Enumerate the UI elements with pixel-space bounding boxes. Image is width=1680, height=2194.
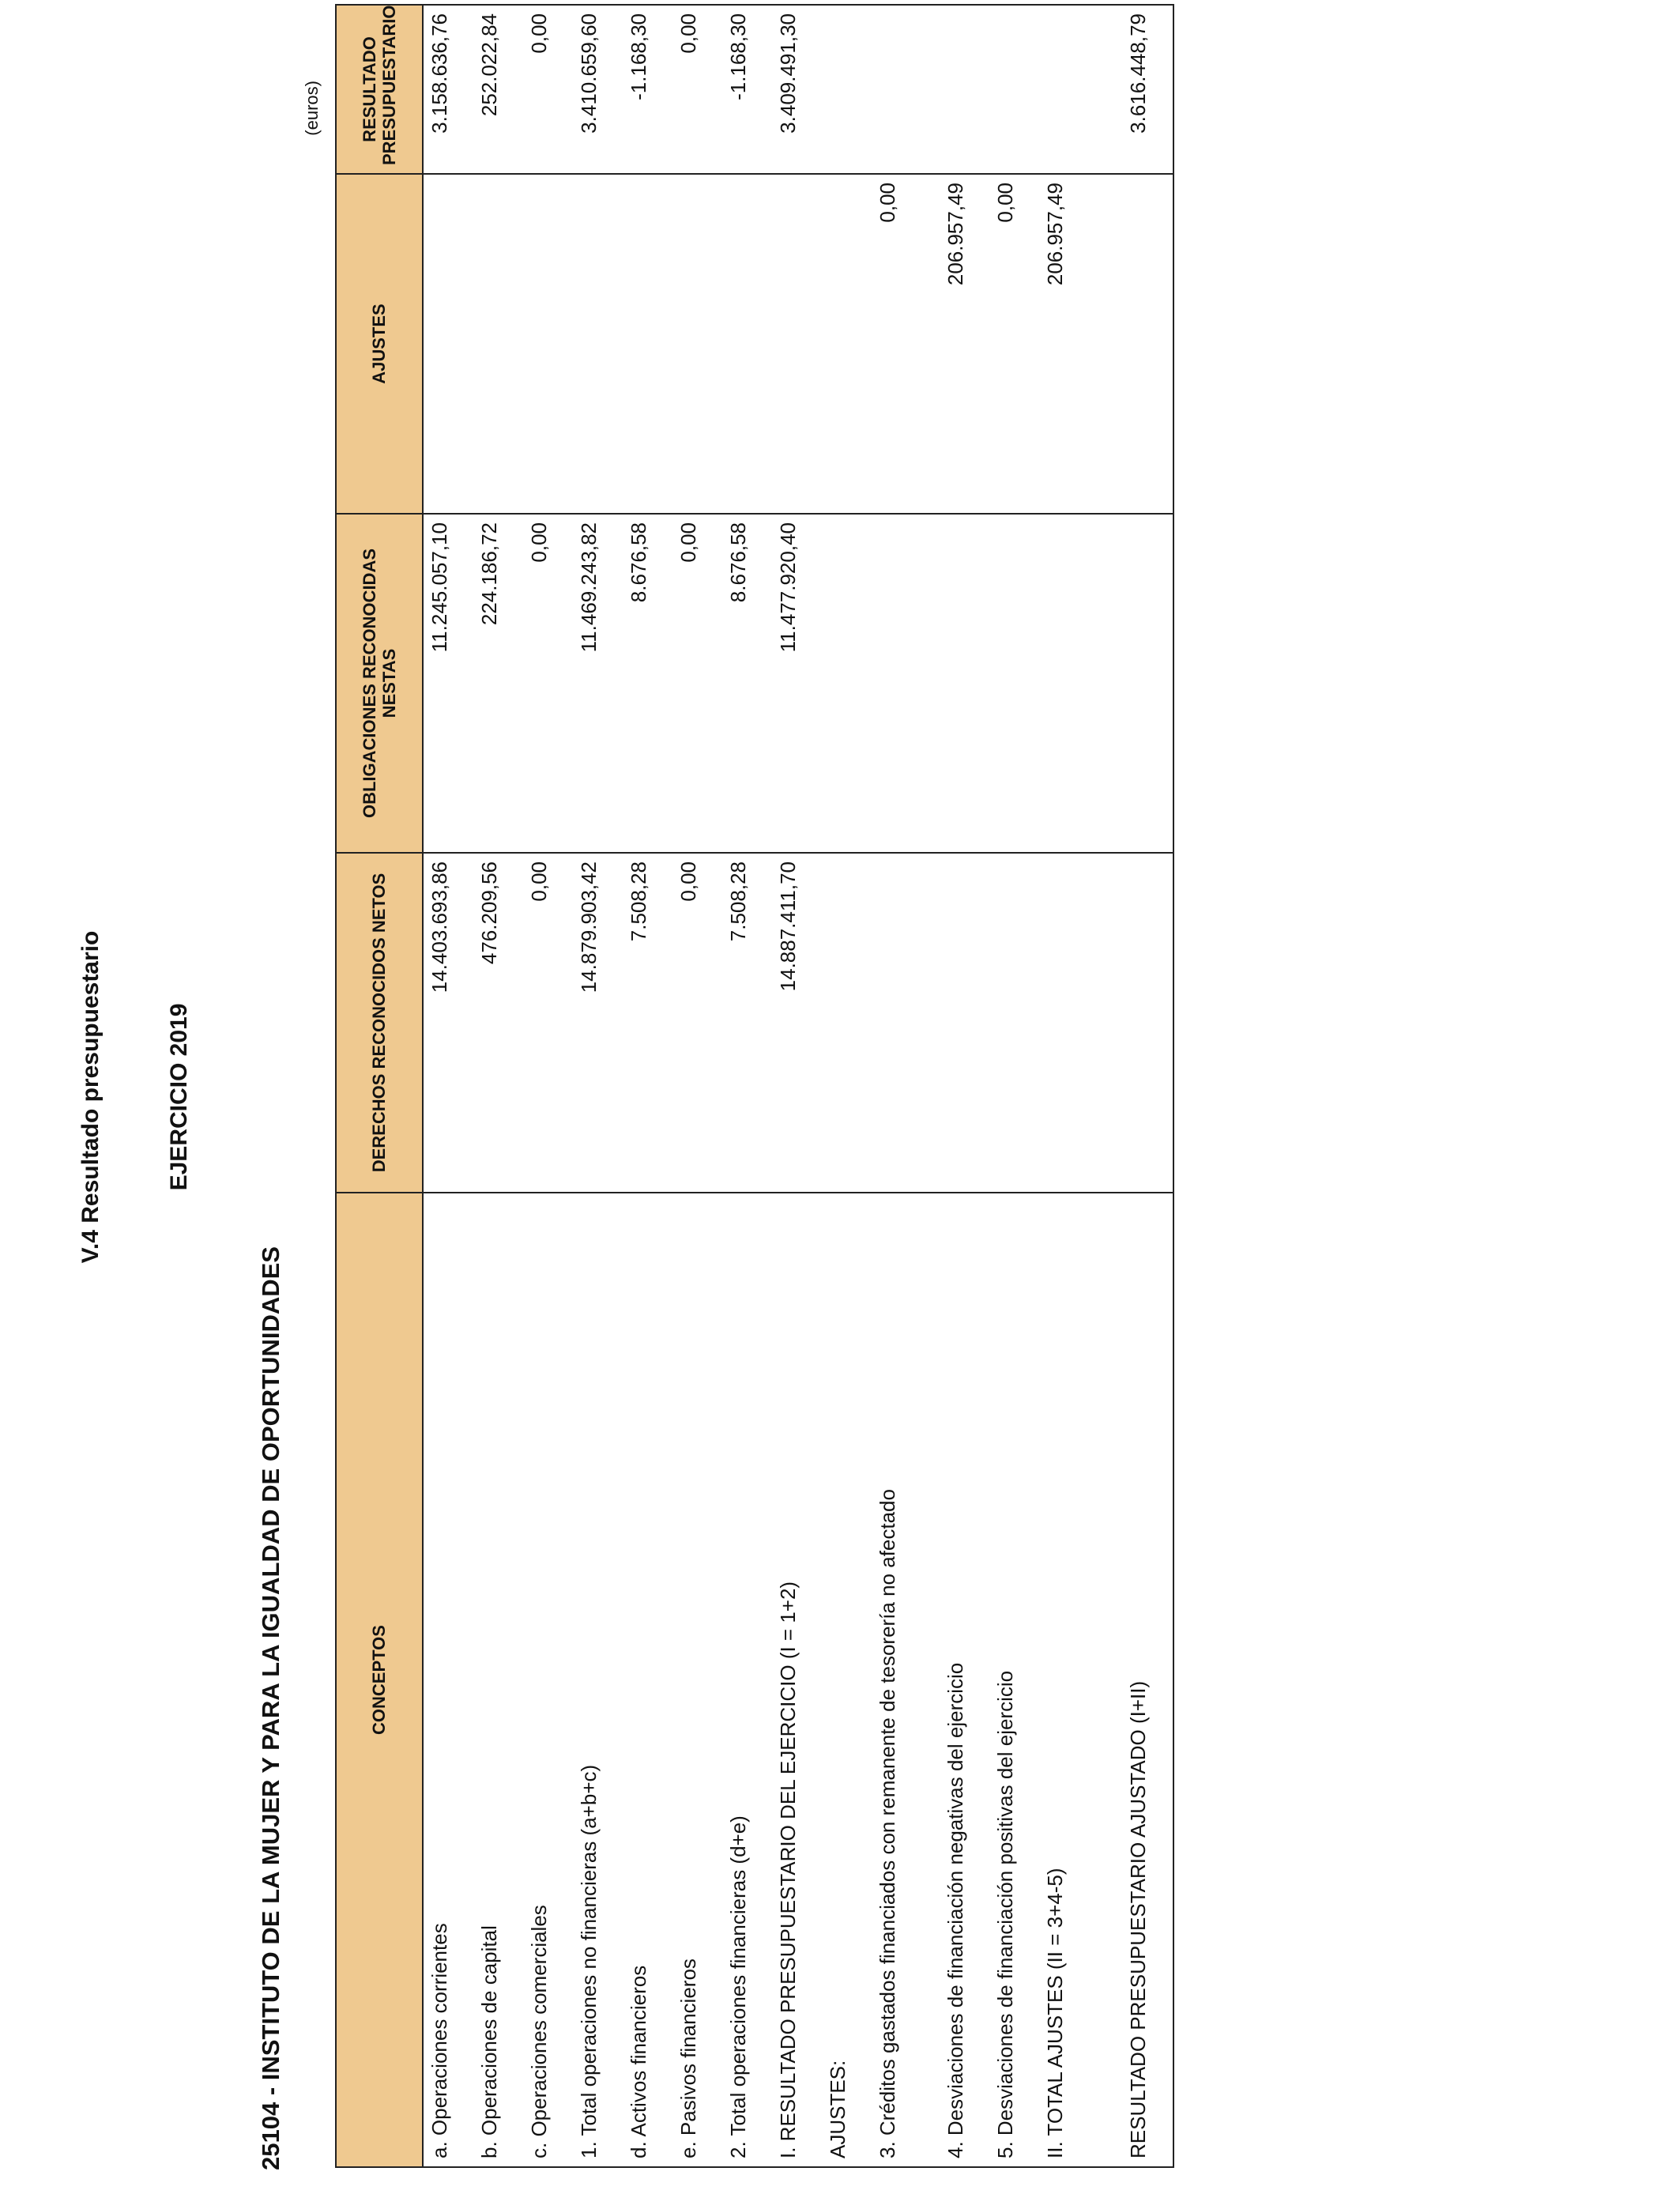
cell-obligaciones [822, 514, 872, 853]
cell-concept: RESULTADO PRESUPUESTARIO AJUSTADO (I+II) [1122, 1193, 1173, 2167]
cell-concept: c. Operaciones comerciales [523, 1193, 573, 2167]
cell-concept: a. Operaciones corrientes [423, 1193, 473, 2167]
cell-obligaciones [1122, 514, 1173, 853]
cell-derechos [989, 853, 1039, 1193]
table-row [722, 5, 772, 2167]
cell-derechos [1122, 853, 1173, 1193]
cell-concept: b. Operaciones de capital [473, 1193, 523, 2167]
cell-ajustes: 0,00 [989, 174, 1039, 514]
cell-concept: 1. Total operaciones no financieras (a+b+c) [573, 1193, 623, 2167]
entity-title: 25104 - INSTITUTO DE LA MUJER Y PARA LA IGUALDAD DE OPORTUNIDADES [257, 1246, 284, 2170]
table-row [623, 5, 672, 2167]
cell-ajustes [672, 174, 722, 514]
cell-resultado: 3.158.636,76 [423, 5, 473, 174]
col-header-resultado: RESULTADO PRESUPUESTARIO [336, 5, 423, 174]
cell-concept: II. TOTAL AJUSTES (II = 3+4-5) [1039, 1193, 1089, 2167]
cell-concept: AJUSTES: [822, 1193, 872, 2167]
cell-resultado [940, 5, 989, 174]
cell-resultado: 3.410.659,60 [573, 5, 623, 174]
exercise-title: EJERCICIO 2019 [166, 1003, 192, 1191]
cell-derechos: 14.887.411,70 [772, 853, 822, 1193]
cell-resultado: 0,00 [672, 5, 722, 174]
cell-resultado [989, 5, 1039, 174]
table-row [473, 5, 523, 2167]
cell-ajustes [1089, 174, 1122, 514]
cell-derechos [940, 853, 989, 1193]
table-header-row [336, 5, 423, 2167]
cell-ajustes [822, 174, 872, 514]
table-row [423, 5, 473, 2167]
cell-resultado: 0,00 [523, 5, 573, 174]
cell-derechos [872, 853, 940, 1193]
cell-resultado [822, 5, 872, 174]
cell-resultado: -1.168,30 [722, 5, 772, 174]
cell-obligaciones [989, 514, 1039, 853]
cell-derechos: 14.403.693,86 [423, 853, 473, 1193]
cell-derechos: 476.209,56 [473, 853, 523, 1193]
cell-ajustes [623, 174, 672, 514]
table-row [772, 5, 822, 2167]
cell-ajustes [523, 174, 573, 514]
cell-derechos: 7.508,28 [623, 853, 672, 1193]
cell-obligaciones [872, 514, 940, 853]
cell-obligaciones: 11.469.243,82 [573, 514, 623, 853]
cell-obligaciones: 8.676,58 [722, 514, 772, 853]
table-row [872, 5, 940, 2167]
cell-obligaciones: 11.245.057,10 [423, 514, 473, 853]
cell-derechos: 0,00 [523, 853, 573, 1193]
cell-resultado [872, 5, 940, 174]
col-header-obligaciones: OBLIGACIONES RECONOCIDAS NESTAS [336, 514, 423, 853]
cell-obligaciones: 11.477.920,40 [772, 514, 822, 853]
cell-derechos [822, 853, 872, 1193]
units-label: (euros) [302, 81, 322, 136]
cell-concept: 4. Desviaciones de financiación negativas del ejercicio [940, 1193, 989, 2167]
cell-ajustes: 206.957,49 [940, 174, 989, 514]
table-row [989, 5, 1039, 2167]
cell-resultado: 3.616.448,79 [1122, 5, 1173, 174]
cell-ajustes: 206.957,49 [1039, 174, 1089, 514]
cell-obligaciones: 224.186,72 [473, 514, 523, 853]
cell-obligaciones: 8.676,58 [623, 514, 672, 853]
col-header-ajustes: AJUSTES [336, 174, 423, 514]
budget-result-table [335, 4, 1174, 2168]
cell-derechos [1089, 853, 1122, 1193]
cell-derechos: 14.879.903,42 [573, 853, 623, 1193]
table-row [822, 5, 872, 2167]
cell-concept: d. Activos financieros [623, 1193, 672, 2167]
cell-resultado [1039, 5, 1089, 174]
cell-resultado: -1.168,30 [623, 5, 672, 174]
cell-derechos: 0,00 [672, 853, 722, 1193]
cell-ajustes [772, 174, 822, 514]
cell-ajustes: 0,00 [872, 174, 940, 514]
table-row-total [1122, 5, 1173, 2167]
cell-concept [1089, 1193, 1122, 2167]
cell-ajustes [423, 174, 473, 514]
cell-concept: 5. Desviaciones de financiación positivas del ejercicio [989, 1193, 1039, 2167]
cell-derechos: 7.508,28 [722, 853, 772, 1193]
section-title: V.4 Resultado presupuestario [77, 930, 104, 1264]
cell-ajustes [1122, 174, 1173, 514]
cell-obligaciones [1089, 514, 1122, 853]
cell-ajustes [473, 174, 523, 514]
col-header-conceptos: CONCEPTOS [336, 1193, 423, 2167]
table-row [1039, 5, 1089, 2167]
table-row [940, 5, 989, 2167]
cell-obligaciones: 0,00 [523, 514, 573, 853]
cell-obligaciones: 0,00 [672, 514, 722, 853]
cell-derechos [1039, 853, 1089, 1193]
cell-concept: e. Pasivos financieros [672, 1193, 722, 2167]
table-row [672, 5, 722, 2167]
cell-resultado: 252.022,84 [473, 5, 523, 174]
table-row [523, 5, 573, 2167]
cell-concept: 3. Créditos gastados financiados con remanente de tesorería no afectado [872, 1193, 940, 2167]
cell-concept: I. RESULTADO PRESUPUESTARIO DEL EJERCICIO (I = 1+2) [772, 1193, 822, 2167]
col-header-derechos: DERECHOS RECONOCIDOS NETOS [336, 853, 423, 1193]
cell-resultado [1089, 5, 1122, 174]
cell-ajustes [722, 174, 772, 514]
table-row-spacer [1089, 5, 1122, 2167]
cell-resultado: 3.409.491,30 [772, 5, 822, 174]
cell-ajustes [573, 174, 623, 514]
cell-concept: 2. Total operaciones financieras (d+e) [722, 1193, 772, 2167]
cell-obligaciones [1039, 514, 1089, 853]
cell-obligaciones [940, 514, 989, 853]
table-row [573, 5, 623, 2167]
